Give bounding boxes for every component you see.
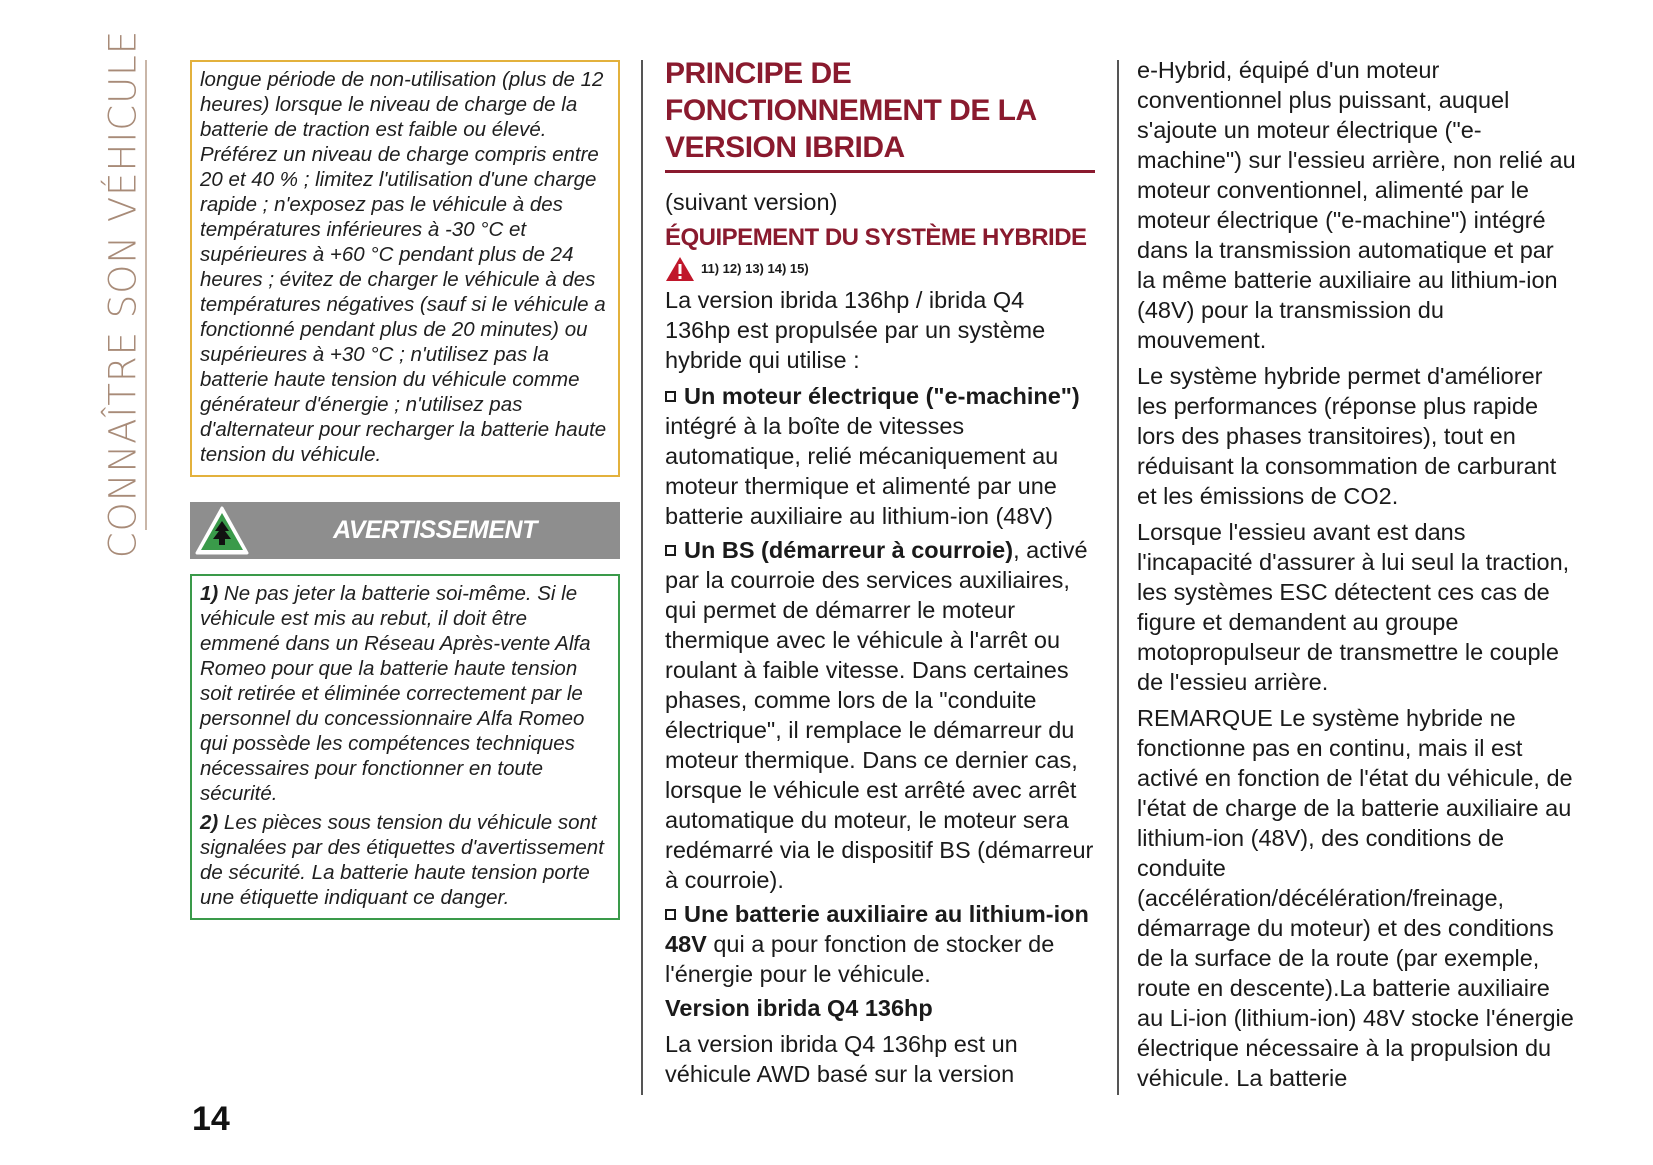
warning-item-text: Les pièces sous tension du véhicule sont signalées par des étiquettes d'avertissement de sécurité. La batterie haute tension porte une étiquette indiquant ce danger.	[200, 811, 604, 909]
sidebar-divider	[145, 60, 147, 530]
right-column	[1137, 55, 1577, 1099]
warning-item	[200, 810, 610, 910]
note-refs-text: 11) 12) 13) 14) 15)	[701, 261, 809, 276]
warning-header	[190, 502, 620, 559]
warning-item-text: Ne pas jeter la batterie soi-même. Si le véhicule est mis au rebut, il doit être emmené dans un Réseau Après-vente Alfa Romeo pour que la batterie haute tension soit retirée et éliminée correctement par le personnel du concessionnaire Alfa Romeo qui possède les compétences techniques nécessaires pour fonctionner en toute sécurité.	[200, 582, 591, 805]
warning-triangle-icon	[665, 255, 695, 283]
left-column	[190, 60, 620, 920]
warning-item-number: 1)	[200, 582, 219, 605]
middle-column	[665, 55, 1095, 1095]
checkbox-bullet-icon	[665, 909, 676, 920]
list-item-text: qui a pour fonction de stocker de l'énergie pour le véhicule.	[665, 931, 1055, 987]
list-item	[665, 535, 1095, 895]
note-references	[665, 253, 1095, 285]
chapter-title: CONNAÎTRE SON VÉHICULE	[101, 29, 145, 559]
checkbox-bullet-icon	[665, 545, 676, 556]
q4-heading: Version ibrida Q4 136hp	[665, 995, 933, 1021]
warning-item	[200, 581, 610, 806]
list-item-text: intégré à la boîte de vitesses automatique, relié mécaniquement au moteur thermique et alimenté par une batterie auxiliaire au lithium-ion (48V)	[665, 413, 1059, 529]
column-divider	[1117, 60, 1119, 1095]
caution-text: longue période de non-utilisation (plus de 12 heures) lorsque le niveau de charge de la batterie de traction est faible ou élevé. Préférez un niveau de charge compris entre 20 et 40 % ; limitez l'utilisation d'une charge rapide ; n'exposez pas le véhicule à des températures inférieures à -30 °C et supérieures à +60 °C pendant plus de 24 heures ; évitez de charger le véhicule à des températures négatives (sauf si le véhicule a fonctionné pendant plus de 20 minutes) ou supérieures à +30 °C ; n'utilisez pas la batterie haute tension du véhicule comme générateur d'énergie ; n'utilisez pas d'alternateur pour recharger la batterie haute tension du véhicule.	[200, 68, 607, 466]
intro-paragraph: La version ibrida 136hp / ibrida Q4 136hp est propulsée par un système hybride qui utilise :	[665, 287, 1046, 373]
list-item-bold: Un BS (démarreur à courroie)	[684, 537, 1014, 563]
paragraph: REMARQUE Le système hybride ne fonctionne pas en continu, mais il est activé en fonction de l'état du véhicule, de l'état de charge de la batterie auxiliaire au lithium-ion (48V), des conditions de conduite (accélération/décélération/freinage, démarrage du moteur) et des conditions de la surface de la route (par exemple, route en descente).La batterie auxiliaire au Li-ion (lithium-ion) 48V stocke l'énergie électrique nécessaire à la propulsion du véhicule. La batterie	[1137, 705, 1574, 1091]
chapter-sidebar	[100, 29, 146, 559]
warning-label: AVERTISSEMENT	[333, 516, 537, 544]
list-item-text: , activé par la courroie des services auxiliaires, qui permet de démarrer le moteur thermique avec le véhicule à l'arrêt ou roulant à faible vitesse. Dans certaines phases, comme lors de la "conduite électrique", il remplace le démarreur du moteur thermique. Dans ce dernier cas, lorsque le véhicule est arrêté avec arrêt automatique du moteur, le moteur sera redémarré via le dispositif BS (démarreur à courroie).	[665, 537, 1094, 893]
list-item-bold: Une batterie auxiliaire au lithium-ion 48V	[665, 901, 1089, 957]
column-divider	[641, 60, 643, 1095]
warning-item-number: 2)	[200, 811, 219, 834]
paragraph: Le système hybride permet d'améliorer les performances (réponse plus rapide lors des phases transitoires), tout en réduisant la consommation de carburant et les émissions de CO2.	[1137, 363, 1557, 509]
q4-paragraph: La version ibrida Q4 136hp est un véhicule AWD basé sur la version	[665, 1031, 1018, 1087]
warning-box	[190, 574, 620, 920]
tree-in-triangle-icon	[194, 505, 250, 557]
caution-box	[190, 60, 620, 477]
page-number: 14	[192, 1100, 230, 1138]
main-title: PRINCIPE DE FONCTIONNEMENT DE LA VERSION IBRIDA	[665, 55, 1095, 173]
list-item	[665, 899, 1095, 989]
list-item-bold: Un moteur électrique ("e-machine")	[684, 383, 1080, 409]
paragraph: Lorsque l'essieu avant est dans l'incapacité d'assurer à lui seul la traction, les systèmes ESC détectent ces cas de figure et demandent au groupe motopropulseur de transmettre le couple de l'essieu arrière.	[1137, 519, 1570, 695]
paragraph: e-Hybrid, équipé d'un moteur conventionnel plus puissant, auquel s'ajoute un moteur électrique ("e-machine") sur l'essieu arrière, non relié au moteur conventionnel, alimenté par le moteur électrique ("e-machine") intégré dans la transmission automatique et par la même batterie auxiliaire au lithium-ion (48V) pour la transmission du mouvement.	[1137, 57, 1576, 353]
section-title: ÉQUIPEMENT DU SYSTÈME HYBRIDE	[665, 224, 1087, 251]
checkbox-bullet-icon	[665, 391, 676, 402]
version-note: (suivant version)	[665, 189, 838, 215]
list-item	[665, 381, 1095, 531]
